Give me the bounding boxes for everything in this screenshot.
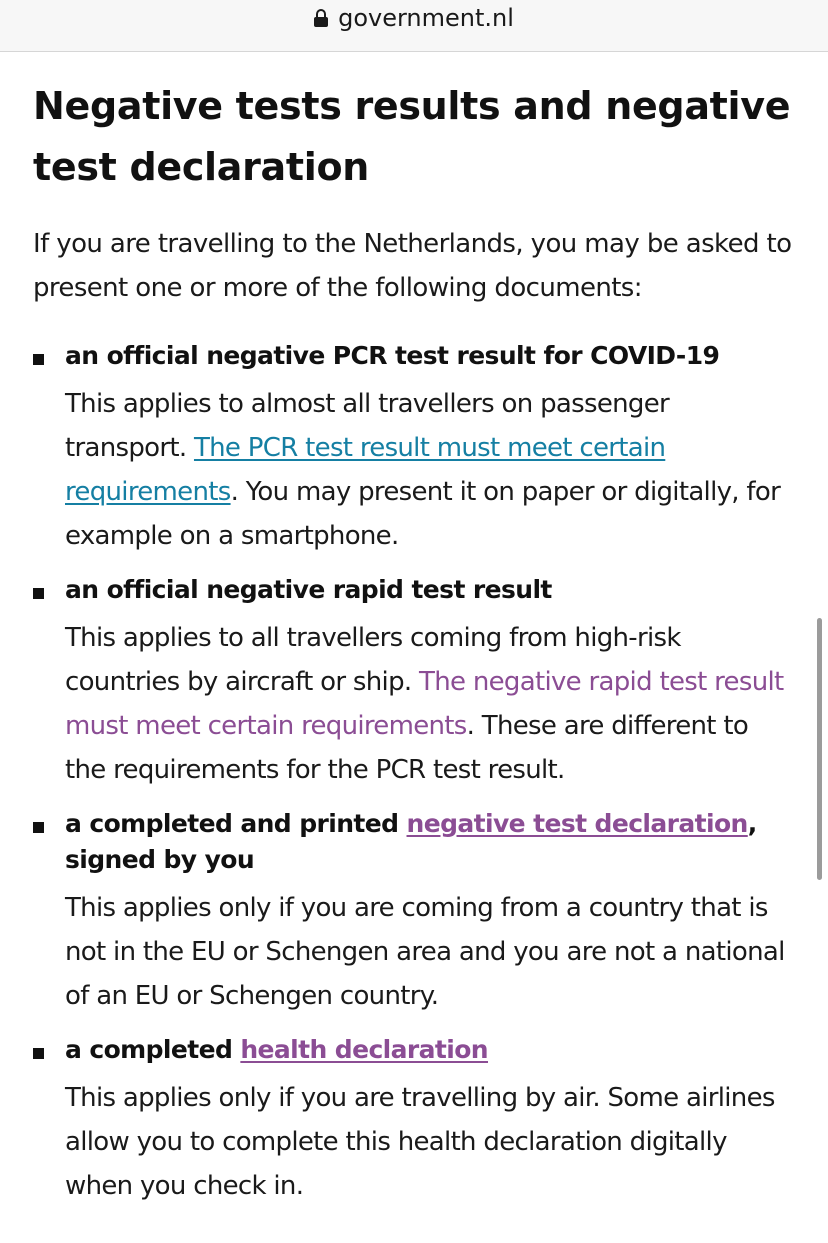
- list-item-description: [65, 616, 793, 792]
- intro-paragraph: If you are travelling to the Netherlands, you may be asked to present one or more of the following documents:: [33, 229, 792, 303]
- list-item-negative-test-declaration: [33, 806, 793, 1018]
- bullet-square-icon: [33, 822, 44, 833]
- rapid-test-requirements-link[interactable]: The negative rapid test result must meet certain requirements: [65, 667, 784, 741]
- list-item-description: This applies only if you are travelling by air. Some airlines allow you to complete this health declaration digitally when you check in.: [65, 1083, 775, 1201]
- description-text: . You may present it on paper or digitally, for example on a smartphone.: [65, 477, 781, 551]
- title-text: a completed: [65, 1035, 241, 1064]
- description-text: This applies to all travellers coming from high-risk countries by aircraft or ship.: [65, 623, 681, 697]
- list-item-description: [65, 382, 793, 558]
- negative-test-declaration-link[interactable]: negative test declaration: [406, 809, 748, 838]
- health-declaration-link[interactable]: health declaration: [240, 1035, 489, 1064]
- page-title: Negative tests results and negative test declaration: [33, 84, 791, 189]
- bullet-square-icon: [33, 354, 44, 365]
- list-item-title: [65, 1032, 793, 1068]
- title-text: a completed and printed: [65, 809, 407, 838]
- bullet-square-icon: [33, 1048, 44, 1059]
- description-text: . These are different to the requirements for the PCR test result.: [65, 711, 749, 785]
- list-item-health-declaration: [33, 1032, 793, 1208]
- vertical-scrollbar[interactable]: [817, 618, 822, 880]
- list-item-rapid-test: [33, 572, 793, 792]
- lock-icon: [314, 9, 328, 27]
- title-text: , signed by you: [65, 809, 757, 874]
- document-list: [33, 338, 793, 1208]
- list-item-title: an official negative PCR test result for COVID-19: [65, 341, 720, 370]
- url-text: government.nl: [338, 4, 514, 32]
- main-content: [33, 76, 793, 1222]
- pcr-requirements-link[interactable]: The PCR test result must meet certain requirements: [65, 433, 666, 507]
- list-item-pcr-test: [33, 338, 793, 558]
- list-item-title: an official negative rapid test result: [65, 575, 552, 604]
- description-text: This applies to almost all travellers on passenger transport.: [65, 389, 669, 463]
- list-item-title: [65, 806, 793, 878]
- list-item-description: This applies only if you are coming from a country that is not in the EU or Schengen area and you are not a national of an EU or Schengen country.: [65, 893, 785, 1011]
- bullet-square-icon: [33, 588, 44, 599]
- browser-address-bar[interactable]: [0, 0, 828, 52]
- address-display[interactable]: [0, 3, 828, 33]
